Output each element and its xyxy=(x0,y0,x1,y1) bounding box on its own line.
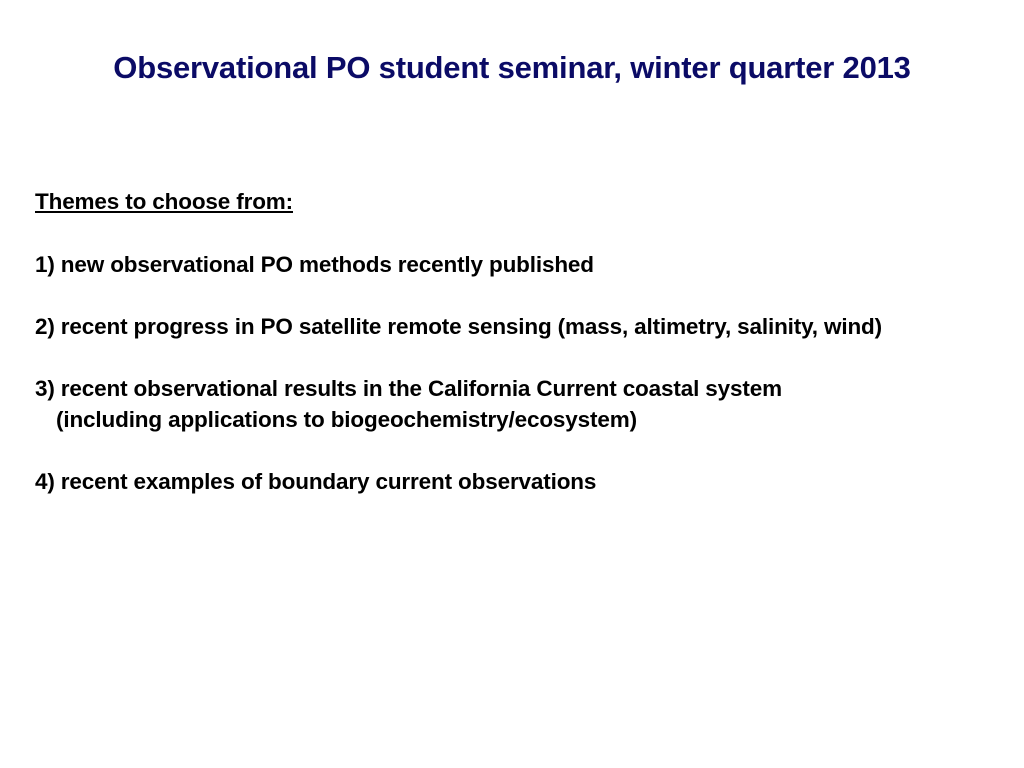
theme-item-3-line-1: 3) recent observational results in the California Current coastal system xyxy=(35,376,782,401)
theme-item-3-line-2: (including applications to biogeochemistry/ecosystem) xyxy=(56,407,637,432)
theme-item-1 xyxy=(35,249,1020,280)
theme-item-2-line-1: 2) recent progress in PO satellite remote sensing (mass, altimetry, salinity, wind) xyxy=(35,314,882,339)
theme-item-4 xyxy=(35,466,1020,497)
theme-item-3 xyxy=(35,373,1020,435)
theme-item-1-line-1: 1) new observational PO methods recently published xyxy=(35,252,594,277)
themes-heading: Themes to choose from: xyxy=(35,189,293,214)
slide-title: Observational PO student seminar, winter quarter 2013 xyxy=(113,50,911,85)
slide-content xyxy=(35,188,1020,497)
theme-item-4-line-1: 4) recent examples of boundary current observations xyxy=(35,469,597,494)
theme-item-2 xyxy=(35,311,1020,342)
